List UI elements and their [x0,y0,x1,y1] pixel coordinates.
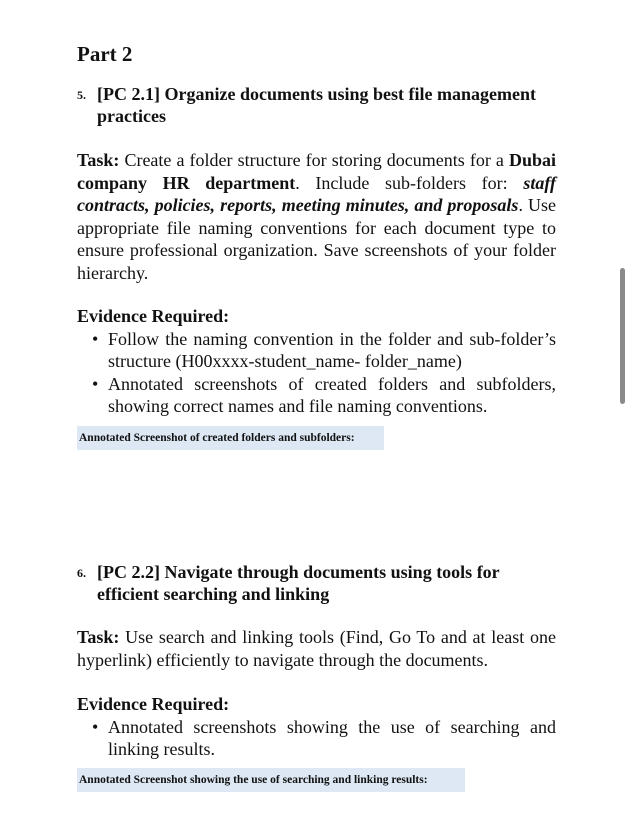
screenshot-placeholder-label: Annotated Screenshot of created folders and subfolders: [77,426,384,450]
list-item [92,716,556,760]
vertical-scrollbar[interactable] [620,268,625,404]
bullet-icon: • [92,374,99,394]
question-title-text: [PC 2.1] Organize documents using best file management practices [97,84,536,126]
question-6-title [77,561,557,605]
task-label: Task: [77,627,120,647]
task-bold-company: Dubai company HR department [77,150,556,193]
question-5-title [77,83,557,127]
question-title-text: [PC 2.2] Navigate through documents using tools for efficient searching and linking [97,562,500,604]
question-number: 5. [77,88,86,102]
list-item [92,328,556,372]
task-text: Use search and linking tools (Find, Go To and at least one hyperlink) efficiently to navigate through the documents. [77,627,556,670]
bullet-text: Annotated screenshots of created folders and subfolders, showing correct names and file naming conventions. [108,374,556,416]
bullet-text: Annotated screenshots showing the use of searching and linking results. [108,717,556,759]
bullet-icon: • [92,329,99,349]
question-6-task [77,626,556,671]
task-subfolder-list: staff contracts, policies, reports, meeting minutes, and proposals [77,172,556,215]
task-text-part: Create a folder structure for storing documents for a [119,150,509,170]
question-number: 6. [77,566,86,580]
task-label: Task: [77,150,120,170]
task-text-part: . Use appropriate file naming conventions for each document type to ensure professional organization. Save screenshots of your folder hierarchy. [77,195,556,283]
task-text-part: . Include sub-folders for: [295,172,524,193]
question-5-task [77,149,556,284]
evidence-required-heading: Evidence Required: [77,306,230,326]
list-item [92,373,556,417]
evidence-required-heading: Evidence Required: [77,694,230,714]
screenshot-placeholder-label: Annotated Screenshot showing the use of searching and linking results: [77,768,465,792]
part-heading: Part 2 [77,42,133,66]
bullet-icon: • [92,717,99,737]
bullet-text: Follow the naming convention in the folder and sub-folder’s structure (H00xxxx-student_name- folder_name) [108,329,556,371]
